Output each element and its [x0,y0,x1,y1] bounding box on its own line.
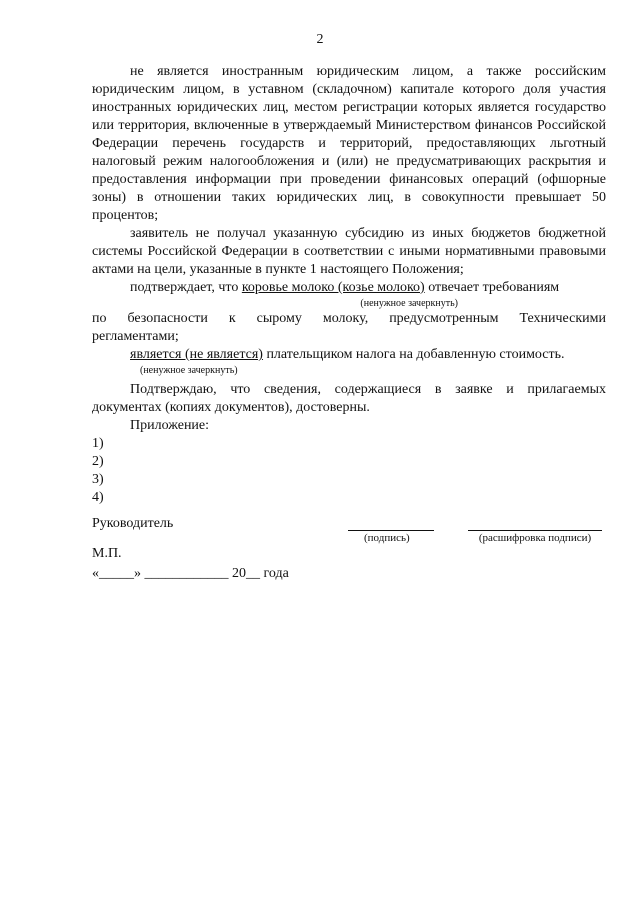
signature-caption: (подпись) [364,532,410,544]
stamp-placeholder: М.П. [92,546,122,561]
signature-decode-line [468,530,602,531]
signature-decode-caption: (расшифровка подписи) [478,532,592,544]
milk-confirm-lead: подтверждает, что [130,280,242,295]
word: сырому [256,311,302,326]
word: к [228,311,236,326]
date-line: «_____» ____________ 20__ года [92,566,289,581]
vat-status-tail: плательщиком налога на добавленную стоимость. [262,347,565,362]
appendix-item: 2) [92,454,104,469]
word: Техническими [519,311,606,326]
page-number: 2 [316,32,324,47]
appendix-item: 3) [92,472,104,487]
strike-hint-milk: (ненужное зачеркнуть) [360,298,458,309]
paragraph-offshore: не является иностранным юридическим лицом, а также российским юридическим лицом, в уставном (складочном) капитале которого доля участия иностранных юридических лиц, местом регистрации которых является государство или территория, включенные в утверждаемый Министерством финансов Российской Федерации перечень государств и территорий, предоставляющих льготный налоговый режим налогообложения и (или) не предусматривающих раскрытия и предоставления информации при проведении финансовых операций (офшорные зоны) в отношении таких юридических лиц, в совокупности превышает 50 процентов; [92,64,606,223]
milk-requirements-line [92,310,606,328]
milk-requirements-end: регламентами; [92,329,179,344]
word: по [92,311,107,326]
paragraph-confirmation: Подтверждаю, что сведения, содержащиеся в заявке и прилагаемых документах (копиях документов), достоверны. [92,382,606,415]
appendix-list [92,435,606,507]
document-body [92,63,606,507]
appendix-item: 4) [92,490,104,505]
milk-confirm-tail: отвечает требованиям [424,280,560,295]
paragraph-vat [92,346,606,364]
paragraph-milk-confirm [92,279,606,297]
paragraph-subsidy: заявитель не получал указанную субсидию из иных бюджетов бюджетной системы Российской Федерации в соответствии с иными нормативными правовыми актами на цели, указанные в пункте 1 настоящего Положения; [92,226,606,277]
milk-type-choice: коровье молоко (козье молоко) [241,280,425,295]
appendix-heading: Приложение: [130,418,210,433]
vat-status-choice: является (не является) [130,347,263,362]
appendix-item: 1) [92,436,104,451]
signature-block [92,516,606,586]
head-label: Руководитель [92,516,174,531]
word: молоку, [322,311,369,326]
word: предусмотренным [389,311,499,326]
word: безопасности [127,311,208,326]
signature-line [348,530,434,531]
strike-hint-vat: (ненужное зачеркнуть) [140,365,238,376]
